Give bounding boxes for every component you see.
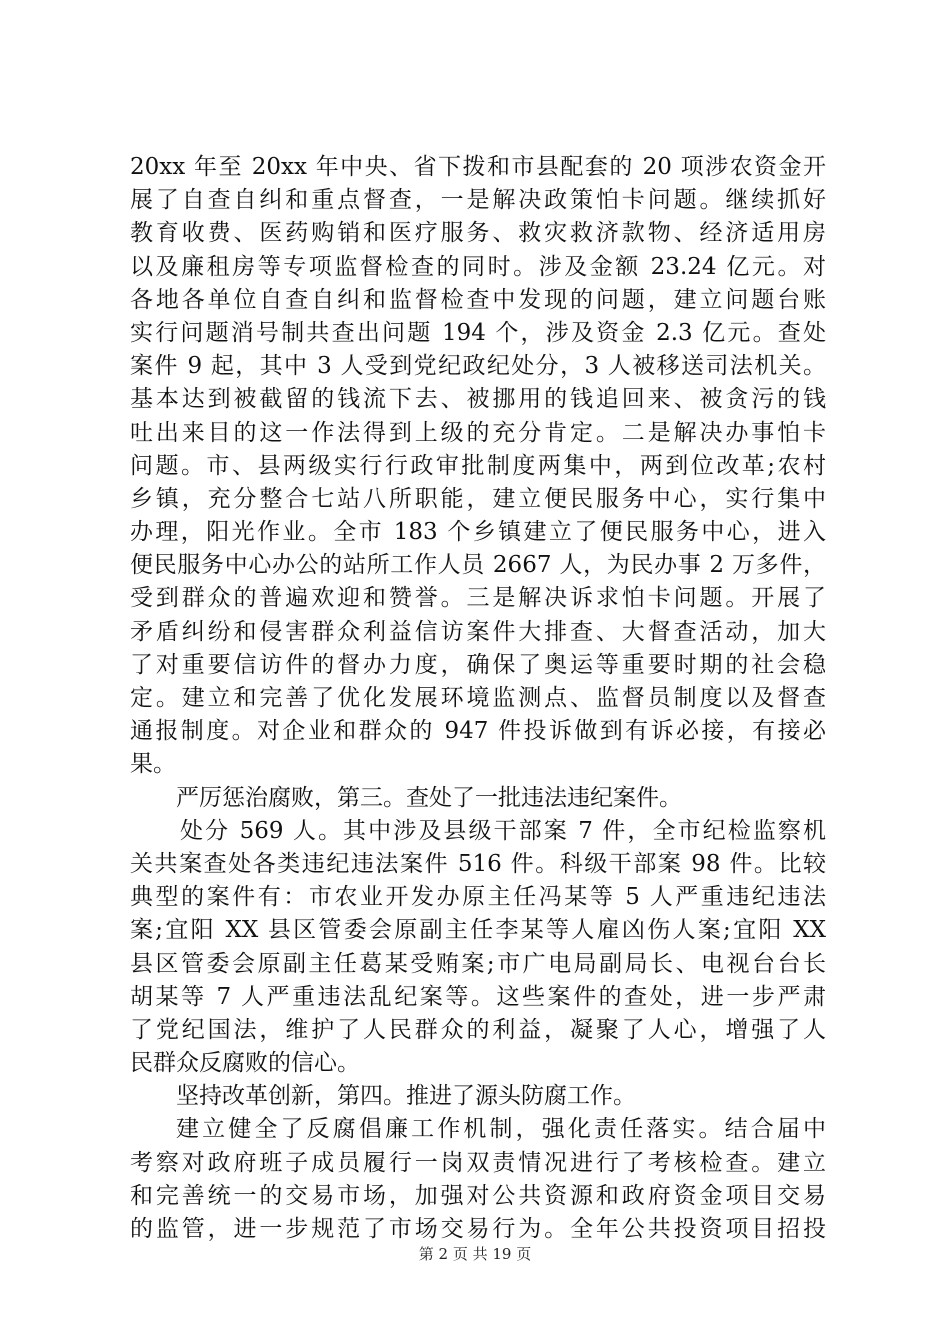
text-line: 建立健全了反腐倡廉工作机制，强化责任落实。结合届中 [176, 1116, 826, 1143]
text-line: 果。 [130, 751, 176, 778]
text-line: 坚持改革创新，第四。推进了源头防腐工作。 [176, 1083, 636, 1110]
text-line: 通报制度。对企业和群众的 947 件投诉做到有诉必接，有接必 [130, 718, 826, 745]
text-line: 受到群众的普遍欢迎和赞誉。三是解决诉求怕卡问题。开展了 [130, 585, 826, 612]
text-line: 民群众反腐败的信心。 [130, 1050, 360, 1077]
text-line: 了党纪国法，维护了人民群众的利益，凝聚了人心，增强了人 [130, 1016, 826, 1043]
text-line: 矛盾纠纷和侵害群众利益信访案件大排查、大督查活动，加大 [130, 618, 826, 645]
text-line: 考察对政府班子成员履行一岗双责情况进行了考核检查。建立 [130, 1149, 826, 1176]
text-line: 胡某等 7 人严重违法乱纪案等。这些案件的查处，进一步严肃 [130, 983, 826, 1010]
text-line: 20xx 年至 20xx 年中央、省下拨和市县配套的 20 项涉农资金开 [130, 154, 826, 180]
text-line: 吐出来目的这一作法得到上级的充分肯定。二是解决办事怕卡 [130, 419, 826, 446]
text-line: 典型的案件有：市农业开发办原主任冯某等 5 人严重违纪违法 [130, 884, 826, 911]
text-line: 问题。市、县两级实行行政审批制度两集中，两到位改革;农村 [130, 452, 826, 479]
text-line: 案件 9 起，其中 3 人受到党纪政纪处分，3 人被移送司法机关。 [130, 353, 826, 380]
page-number: 第 2 页 共 19 页 [418, 1245, 532, 1263]
text-line: 乡镇，充分整合七站八所职能，建立便民服务中心，实行集中 [130, 485, 826, 512]
text-line: 处分 569 人。其中涉及县级干部案 7 件，全市纪检监察机 [180, 817, 826, 844]
text-line: 和完善统一的交易市场，加强对公共资源和政府资金项目交易 [130, 1182, 826, 1209]
text-line: 县区管委会原副主任葛某受贿案;市广电局副局长、电视台台长 [130, 950, 826, 977]
text-line: 严厉惩治腐败，第三。查处了一批违法违纪案件。 [176, 784, 682, 811]
text-line: 实行问题消号制共查出问题 194 个，涉及资金 2.3 亿元。查处 [130, 319, 826, 346]
text-line: 关共案查处各类违纪违法案件 516 件。科级干部案 98 件。比较 [130, 850, 826, 877]
text-line: 各地各单位自查自纠和监督检查中发现的问题，建立问题台账 [130, 286, 826, 313]
text-line: 了对重要信访件的督办力度，确保了奥运等重要时期的社会稳 [130, 651, 826, 678]
text-line: 案;宜阳 XX 县区管委会原副主任李某等人雇凶伤人案;宜阳 XX [130, 917, 826, 944]
text-line: 便民服务中心办公的站所工作人员 2667 人，为民办事 2 万多件， [130, 552, 826, 579]
page-footer [0, 1243, 950, 1264]
text-line: 的监管，进一步规范了市场交易行为。全年公共投资项目招投 [130, 1216, 826, 1242]
text-line: 展了自查自纠和重点督查，一是解决政策怕卡问题。继续抓好 [130, 187, 826, 214]
text-line: 教育收费、医药购销和医疗服务、救灾救济款物、经济适用房 [130, 220, 826, 247]
text-line: 办理，阳光作业。全市 183 个乡镇建立了便民服务中心，进入 [130, 519, 826, 546]
text-line: 定。建立和完善了优化发展环境监测点、监督员制度以及督查 [130, 685, 826, 711]
document-body [130, 151, 826, 1246]
text-line: 基本达到被截留的钱流下去、被挪用的钱追回来、被贪污的钱 [130, 386, 826, 413]
text-line: 以及廉租房等专项监督检查的同时。涉及金额 23.24 亿元。对 [130, 253, 826, 280]
